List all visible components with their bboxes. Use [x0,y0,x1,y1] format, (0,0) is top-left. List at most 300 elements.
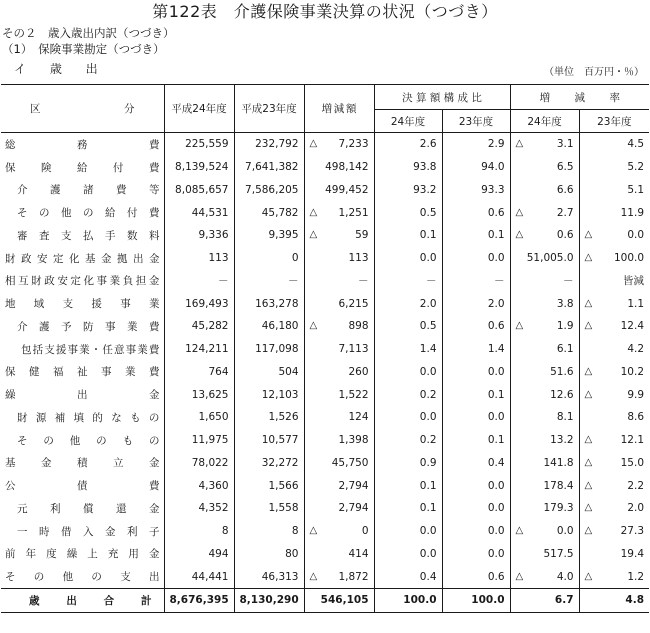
cell-rate-fy23: 5.1 [579,179,649,202]
row-label [1,429,164,452]
row-label [1,361,164,384]
row-label-char: 業 [148,298,160,311]
negative-marker: △ [515,320,524,332]
cell-rate-fy23 [579,565,649,588]
cell-rate-fy23 [579,474,649,497]
row-label-char: 事 [67,343,78,356]
row-label-char: 務 [77,138,88,151]
cell-rate-fy23: 8.6 [579,406,649,429]
cell-fy23: 1,526 [234,406,304,429]
row-label-char: 費 [116,184,127,197]
cell-comp-fy23: 0.0 [442,543,510,566]
cell-comp-fy24: 0.1 [374,497,442,520]
cell-comp-fy23: 1.4 [442,338,510,361]
row-label-char: 保 [5,366,16,379]
cell-comp-fy24: 0.1 [374,474,442,497]
table-row [1,520,649,543]
cell-comp-fy23: 100.0 [442,589,510,613]
cell-fy23: 80 [234,543,304,566]
row-label-char: 費 [149,161,160,174]
table-row [1,361,649,384]
cell-fy24: 44,531 [164,201,234,224]
negative-marker: △ [584,570,593,582]
row-label [1,452,164,475]
row-label-char: 支 [44,343,55,356]
row-label-char: の [43,434,54,447]
row-label-char: 任 [102,343,113,356]
table-row [1,224,649,247]
cell-comp-fy24: 100.0 [374,589,442,613]
negative-value: 3.1 [556,138,574,151]
header-rate-fy23: 23年度 [579,110,649,133]
cell-rate-fy24 [510,201,579,224]
row-label-char: 金 [149,252,160,265]
row-label [1,565,164,588]
cell-fy23: 232,792 [234,133,304,156]
cell-rate-fy23 [579,452,649,475]
negative-value: 100.0 [613,252,645,265]
cell-comp-fy24: 2.0 [374,292,442,315]
cell-fy23: 46,313 [234,565,304,588]
negative-marker: △ [584,434,593,446]
cell-change: 260 [304,361,374,384]
cell-comp-fy24: 0.0 [374,520,442,543]
row-label [1,247,164,270]
row-label-char: 基 [5,457,16,470]
negative-value: 27.3 [620,525,645,538]
cell-rate-fy24: 178.4 [510,474,579,497]
row-label-char: 業 [125,366,136,379]
cell-comp-fy24: 0.0 [374,406,442,429]
row-label-char: 金 [41,457,52,470]
row-label-char: 業 [79,343,90,356]
row-label-char: 基 [85,252,96,265]
row-label-char: 出 [77,389,88,402]
cell-change: 546,105 [304,589,374,613]
cell-fy24: 1,650 [164,406,234,429]
cell-comp-fy23: 2.9 [442,133,510,156]
row-label-char: そ [5,571,16,584]
negative-marker: △ [309,229,318,241]
cell-fy24: 78,022 [164,452,234,475]
cell-comp-fy24: 93.2 [374,179,442,202]
row-label-char: も [130,411,141,424]
row-label-char: 護 [50,184,61,197]
cell-rate-fy23: 4.8 [579,589,649,613]
row-label-char: 費 [148,343,160,356]
cell-fy24: 44,441 [164,565,234,588]
cell-fy24: 8,139,524 [164,156,234,179]
cell-fy24: 8,676,395 [164,589,234,613]
negative-marker: △ [515,138,524,150]
row-label-char: 域 [33,298,45,311]
negative-marker: △ [584,479,593,491]
row-label-char: 援 [91,298,102,311]
cell-comp-fy23: 93.3 [442,179,510,202]
row-label-char: 一 [17,525,28,538]
cell-comp-fy23: 2.0 [442,292,510,315]
negative-marker: △ [515,229,524,241]
row-label-char: 費 [149,366,160,379]
row-label [1,133,164,156]
row-label-char: も [122,434,134,447]
cell-change [304,565,374,588]
row-label-char: 防 [83,320,94,333]
row-label-char: 前 [5,548,16,561]
cell-fy23: 32,272 [234,452,304,475]
header-fy24: 平成24年度 [164,85,234,133]
row-label-char: 給 [77,161,88,174]
cell-rate-fy23: 19.4 [579,543,649,566]
row-label-char: 時 [39,525,50,538]
row-label-char: 包 [21,343,32,356]
cell-fy24: 8 [164,520,234,543]
cell-fy23: 7,586,205 [234,179,304,202]
cell-rate-fy23 [579,520,649,543]
cell-rate-fy24: 179.3 [510,497,579,520]
row-label-char: な [111,411,122,424]
row-label-char: 意 [114,343,125,356]
row-label-char: の [148,411,160,424]
cell-comp-fy23: － [442,270,510,293]
negative-value: 59 [355,229,369,242]
cell-rate-fy23 [579,429,649,452]
cell-rate-fy24: 13.2 [510,429,579,452]
negative-value: 10.2 [620,365,645,378]
cell-rate-fy24: 6.1 [510,338,579,361]
header-rate: 増 減 率 [510,85,649,110]
row-label-char: 担 [135,275,147,288]
row-label-char: 事 [125,343,137,356]
row-label-char: 出 [66,594,77,607]
row-label-char: 立 [113,457,124,470]
row-label [1,292,164,315]
row-label-char: 負 [122,275,134,288]
row-label-char: 事 [120,298,131,311]
cell-comp-fy23: 0.0 [442,247,510,270]
row-label-char: 公 [5,480,16,493]
row-label-char: 補 [54,411,66,424]
cell-change: 2,794 [304,497,374,520]
cell-fy23: 8 [234,520,304,543]
cell-rate-fy24: 6.6 [510,179,579,202]
row-label [1,520,164,543]
total-row [1,589,649,613]
row-label-char: 護 [39,320,50,333]
cell-change: 124 [304,406,374,429]
cell-change: 2,794 [304,474,374,497]
row-label-char: 金 [148,275,160,288]
table-row [1,429,649,452]
row-label-char: 支 [61,229,72,242]
row-label-char: そ [17,434,28,447]
table-row [1,315,649,338]
cell-rate-fy24: － [510,270,579,293]
negative-marker: △ [584,525,593,537]
cell-rate-fy23: 4.5 [579,133,649,156]
row-label [1,543,164,566]
row-label-char: 審 [17,229,28,242]
row-label-char: ・ [90,343,102,356]
page-title: 第122表 介護保険事業決算の状況（つづき） [152,2,498,21]
cell-rate-fy23 [579,247,649,270]
row-label [1,406,164,429]
row-label-char: 金 [148,548,160,561]
row-label-char: 払 [83,229,94,242]
row-label-char: 保 [5,161,16,174]
row-label [1,383,164,406]
row-label-char: 繰 [5,389,16,402]
cell-rate-fy24 [510,224,579,247]
negative-marker: △ [584,320,593,332]
cell-rate-fy23 [579,383,649,406]
row-label-char: 化 [69,252,80,265]
row-label-char: 安 [37,252,48,265]
table-row [1,247,649,270]
row-label-char: 財 [17,411,28,424]
negative-value: 1.9 [556,320,574,333]
cell-comp-fy24: 0.5 [374,201,442,224]
cell-comp-fy24: 0.0 [374,247,442,270]
row-label-char: 互 [18,275,29,288]
row-label-char: 相 [5,275,16,288]
cell-comp-fy23: 0.6 [442,201,510,224]
cell-fy24: 9,336 [164,224,234,247]
negative-value: 2.7 [556,206,574,219]
negative-value: 898 [348,320,369,333]
cell-fy24: 8,085,657 [164,179,234,202]
row-label-char: 金 [149,457,160,470]
cell-comp-fy23: 0.4 [442,452,510,475]
cell-fy23: 0 [234,247,304,270]
table-row [1,201,649,224]
negative-marker: △ [584,502,593,514]
row-label-char: の [39,207,50,220]
cell-comp-fy24: 0.0 [374,361,442,384]
row-label-char: 介 [17,320,28,333]
cell-fy23: 10,577 [234,429,304,452]
negative-value: 1.2 [627,570,645,583]
row-label-char: 諸 [83,184,94,197]
cell-rate-fy24: 8.1 [510,406,579,429]
cell-rate-fy24: 517.5 [510,543,579,566]
row-label-char: 還 [116,502,127,515]
subtitle-section: その２ 歳入歳出内訳（つづき） [2,26,175,40]
row-label-char: 源 [35,411,47,424]
cell-fy24: 494 [164,543,234,566]
row-label-char: 付 [127,207,138,220]
cell-change [304,520,374,543]
cell-comp-fy24: 2.6 [374,133,442,156]
row-label-char: 業 [109,275,121,288]
row-label-char: 出 [148,571,160,584]
row-label [1,497,164,520]
negative-value: 0 [361,525,369,538]
cell-comp-fy24: 0.2 [374,383,442,406]
header-composition: 決 算 額 構 成 比 [374,85,510,110]
row-label-char: 合 [103,594,115,607]
table-row [1,383,649,406]
subtitle-account: （1） 保険事業勘定（つづき） [2,42,165,56]
cell-rate-fy24 [510,315,579,338]
header-comp-fy24: 24年度 [374,110,442,133]
header-fy23: 平成23年度 [234,85,304,133]
row-label-char: 支 [120,571,131,584]
row-label-char: 利 [127,525,138,538]
row-label [1,156,164,179]
cell-rate-fy24: 6.5 [510,156,579,179]
cell-comp-fy24: 0.9 [374,452,442,475]
table-row [1,133,649,156]
row-label-char: 事 [101,366,112,379]
row-label-char: 元 [17,502,28,515]
negative-marker: △ [309,320,318,332]
row-label-char: 用 [128,548,139,561]
row-label-char: 料 [149,229,160,242]
row-label-char: 金 [105,525,116,538]
row-label-char: 福 [53,366,64,379]
negative-marker: △ [309,206,318,218]
cell-comp-fy24: 1.4 [374,338,442,361]
row-label-char: 債 [77,480,88,493]
cell-rate-fy23 [579,292,649,315]
table-row [1,292,649,315]
negative-value: 12.1 [620,434,645,447]
row-label-char: 業 [137,343,148,356]
table-row [1,270,649,293]
cell-rate-fy23 [579,315,649,338]
cell-change: 6,215 [304,292,374,315]
cell-rate-fy23: 11.9 [579,201,649,224]
negative-marker: △ [584,252,593,264]
row-label-char: 費 [149,480,160,493]
cell-comp-fy24: 93.8 [374,156,442,179]
row-label-char: 計 [140,594,152,607]
row-label-char: 給 [105,207,116,220]
row-label-char: 健 [29,366,40,379]
row-label-char: そ [17,207,28,220]
table-row [1,406,649,429]
negative-value: 0.0 [556,525,574,538]
row-label-char: 等 [149,184,160,197]
cell-comp-fy23: 0.0 [442,497,510,520]
row-label-char: の [91,571,102,584]
row-label-char: 援 [55,343,67,356]
row-label-char: 他 [61,207,72,220]
row-label-char: 拠 [117,252,128,265]
cell-fy24: 4,360 [164,474,234,497]
expenditure-table [1,84,649,613]
cell-rate-fy24 [510,520,579,543]
row-label-char: 年 [25,548,37,561]
row-label-char: 祉 [77,366,88,379]
table-row [1,452,649,475]
cell-rate-fy23 [579,361,649,384]
cell-comp-fy23: 0.1 [442,383,510,406]
cell-comp-fy23: 0.0 [442,406,510,429]
table-row [1,543,649,566]
row-label-char: 他 [62,571,74,584]
row-label-char: 総 [5,138,16,151]
cell-rate-fy24: 141.8 [510,452,579,475]
negative-value: 0.0 [627,229,645,242]
row-label-char: 付 [113,161,124,174]
row-label-char: の [148,434,160,447]
row-label-char: 介 [17,184,28,197]
cell-rate-fy23 [579,224,649,247]
cell-comp-fy23: 0.6 [442,315,510,338]
negative-value: 4.0 [556,570,574,583]
row-label-char: 費 [149,207,160,220]
cell-fy24: － [164,270,234,293]
negative-marker: △ [515,570,524,582]
cell-change [304,133,374,156]
row-label-char: 的 [92,411,103,424]
row-label-char: 数 [127,229,138,242]
row-label [1,201,164,224]
cell-fy23: 12,103 [234,383,304,406]
cell-fy23: 117,098 [234,338,304,361]
row-label-char: 安 [57,275,68,288]
row-label-char: 金 [149,389,160,402]
table-row [1,474,649,497]
row-label [1,270,164,293]
negative-marker: △ [584,456,593,468]
negative-marker: △ [584,388,593,400]
negative-value: 15.0 [620,456,645,469]
cell-rate-fy24 [510,133,579,156]
cell-fy24: 4,352 [164,497,234,520]
cell-fy24: 13,625 [164,383,234,406]
cell-rate-fy24: 51.6 [510,361,579,384]
cell-comp-fy24: 0.2 [374,429,442,452]
row-label-char: 金 [101,252,112,265]
cell-fy24: 45,282 [164,315,234,338]
negative-marker: △ [309,570,318,582]
negative-value: 9.9 [627,388,645,401]
cell-fy23: 45,782 [234,201,304,224]
row-label-char: 借 [61,525,72,538]
cell-change: 113 [304,247,374,270]
negative-marker: △ [309,525,318,537]
cell-fy23: 1,558 [234,497,304,520]
row-label-char: 定 [53,252,64,265]
cell-rate-fy24: 6.7 [510,589,579,613]
negative-value: 7,233 [338,138,369,151]
cell-comp-fy23: 0.1 [442,429,510,452]
row-label-char: 険 [41,161,52,174]
cell-change: 1,522 [304,383,374,406]
row-label-char: 予 [61,320,72,333]
negative-value: 12.4 [620,320,645,333]
negative-marker: △ [515,525,524,537]
cell-rate-fy24: 12.6 [510,383,579,406]
cell-change [304,315,374,338]
cell-comp-fy23: 0.0 [442,474,510,497]
row-label-char: 填 [73,411,85,424]
cell-fy24: 113 [164,247,234,270]
cell-rate-fy23 [579,497,649,520]
row-label-char: の [83,207,94,220]
row-label-char: 政 [21,252,32,265]
cell-fy24: 11,975 [164,429,234,452]
row-label-char: 償 [83,502,94,515]
cell-change: 7,113 [304,338,374,361]
cell-fy23: － [234,270,304,293]
cell-fy23: 1,566 [234,474,304,497]
cell-comp-fy24: 0.1 [374,224,442,247]
row-label-char: 地 [5,298,16,311]
